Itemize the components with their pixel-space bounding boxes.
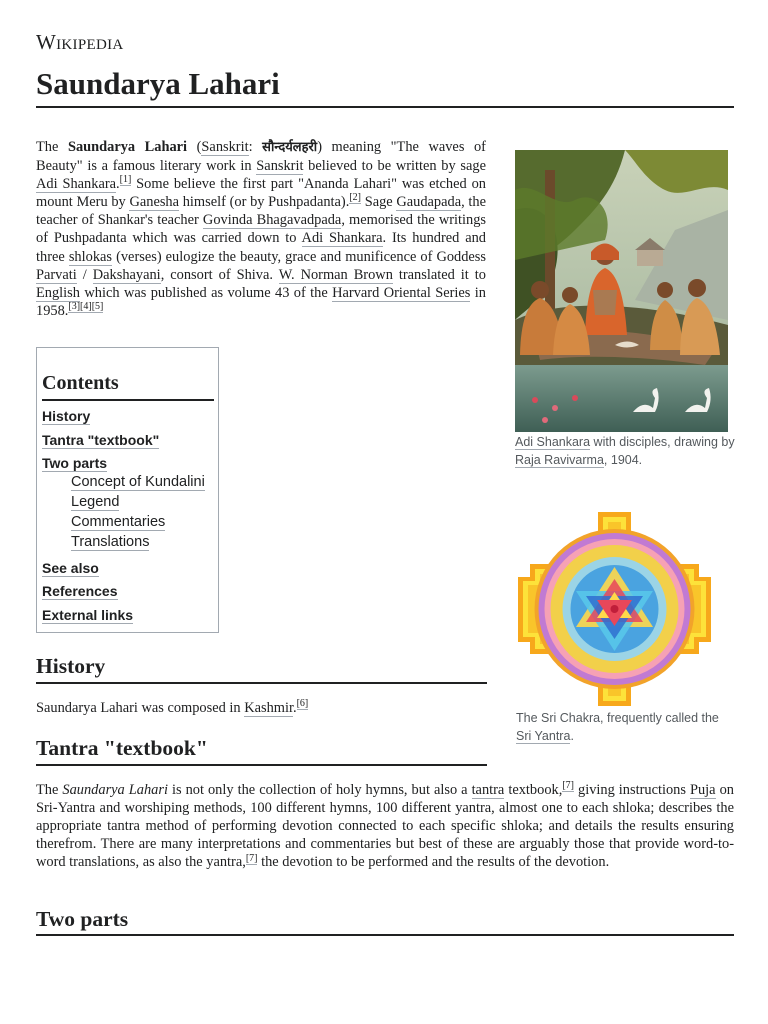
- link-shlokas[interactable]: shlokas: [68, 248, 113, 265]
- table-of-contents: [36, 347, 219, 633]
- link-adi-shankara-2[interactable]: Adi Shankara: [301, 230, 383, 247]
- link-harvard-oriental-series[interactable]: Harvard Oriental Series: [332, 284, 471, 301]
- sri-chakra-illustration: [518, 512, 711, 706]
- link-ganesha[interactable]: Ganesha: [129, 194, 180, 211]
- link-puja[interactable]: Puja: [689, 782, 716, 798]
- history-paragraph: Saundarya Lahari was composed in Kashmir.[6]: [36, 698, 309, 716]
- ref-7b[interactable]: [7]: [245, 852, 258, 864]
- history-divider: [36, 682, 487, 684]
- link-govinda-bhagavadpada[interactable]: Govinda Bhagavadpada: [202, 212, 342, 229]
- ref-6[interactable]: [6]: [296, 698, 309, 710]
- refs-3-4-5[interactable]: [3][4][5]: [68, 301, 104, 313]
- link-adi-shankara[interactable]: Adi Shankara: [36, 176, 117, 193]
- painting-illustration: [515, 150, 728, 432]
- devanagari-title: सौन्दर्यलहरी: [262, 140, 318, 155]
- link-dakshayani[interactable]: Dakshayani: [92, 266, 161, 283]
- toc-item-commentaries[interactable]: Commentaries: [71, 514, 166, 530]
- link-english[interactable]: English: [36, 284, 80, 301]
- tantra-divider: [36, 764, 487, 766]
- ref-7[interactable]: [7]: [562, 780, 574, 792]
- link-kashmir[interactable]: Kashmir: [244, 700, 293, 716]
- toc-item-two-parts[interactable]: Two parts: [42, 455, 108, 471]
- tantra-paragraph: The Saundarya Lahari is not only the collection of holy hymns, but also a tantra textbook,[7] giving instructions Puja on Sri-Yantra and worshiping methods, 100 different hymns, 100 different yantra, almost one to each shloka; describes the appropriate tantra method of performing devotion connected to each specific shloka; and details the results ensuring therefrom. There are many interpretations and commentaries but best of these are arguably those that provide word-to-word translations, as also the yantra,[7] the devotion to be performed and the results of the devotion.: [36, 780, 734, 871]
- toc-item-references[interactable]: References: [42, 583, 118, 599]
- wikipedia-wordmark[interactable]: Wikipedia: [36, 30, 124, 54]
- toc-item-concept-of-kundalini[interactable]: Concept of Kundalini: [71, 474, 205, 490]
- toc-divider: [42, 399, 214, 401]
- caption-link-adi-shankara[interactable]: Adi Shankara: [515, 435, 591, 449]
- toc-title: Contents: [42, 372, 119, 394]
- heading-history: History: [36, 654, 106, 678]
- ref-1[interactable]: [1]: [119, 174, 132, 186]
- figure1-caption: Adi Shankara with disciples, drawing by Raja Ravivarma, 1904.: [515, 435, 735, 467]
- adi-shankara-painting[interactable]: [515, 150, 728, 432]
- article-name: Saundarya Lahari: [67, 139, 188, 155]
- toc-item-see-also[interactable]: See also: [42, 560, 99, 576]
- figure2-caption: The Sri Chakra, frequently called the Sri Yantra.: [516, 711, 719, 743]
- two-parts-divider: [36, 934, 734, 936]
- sri-chakra-image[interactable]: [518, 512, 711, 706]
- toc-item-external-links[interactable]: External links: [42, 607, 134, 623]
- link-sanskrit-lang[interactable]: Sanskrit: [201, 139, 249, 155]
- title-divider: [36, 106, 734, 108]
- ref-2[interactable]: [2]: [349, 192, 361, 204]
- toc-item-history[interactable]: History: [42, 408, 91, 424]
- link-sanskrit[interactable]: Sanskrit: [256, 158, 304, 175]
- heading-tantra-textbook: Tantra "textbook": [36, 736, 208, 760]
- intro-paragraph: The Saundarya Lahari (Sanskrit: सौन्दर्यलहरी) meaning "The waves of Beauty" is a famous literary work in Sanskrit believed to be written by sage Adi Shankara.[1] Some believe the first part "Ananda Lahari" was etched on mount Meru by Ganesha himself (or by Pushpadanta).[2] Sage Gaudapada, the teacher of Shankar's teacher Govinda Bhagavadpada, memorised the writings of Pushpadanta which was carried down to Adi Shankara. Its hundred and three shlokas (verses) eulogize the beauty, grace and munificence of Goddess Parvati / Dakshayani, consort of Shiva. W. Norman Brown translated it to English which was published as volume 43 of the Harvard Oriental Series in 1958.[3][4][5]: [36, 139, 487, 319]
- link-w-norman-brown[interactable]: W. Norman Brown: [278, 266, 393, 283]
- page-title: Saundarya Lahari: [36, 66, 280, 101]
- link-gaudapada[interactable]: Gaudapada: [396, 194, 462, 211]
- link-tantra[interactable]: tantra: [471, 782, 505, 798]
- caption-link-raja-ravivarma[interactable]: Raja Ravivarma: [515, 453, 604, 467]
- caption-link-sri-yantra[interactable]: Sri Yantra: [516, 729, 571, 743]
- toc-item-tantra-textbook[interactable]: Tantra "textbook": [42, 432, 160, 448]
- link-parvati[interactable]: Parvati: [36, 266, 77, 283]
- heading-two-parts: Two parts: [36, 907, 129, 931]
- toc-item-translations[interactable]: Translations: [71, 534, 150, 550]
- toc-item-legend[interactable]: Legend: [71, 494, 120, 510]
